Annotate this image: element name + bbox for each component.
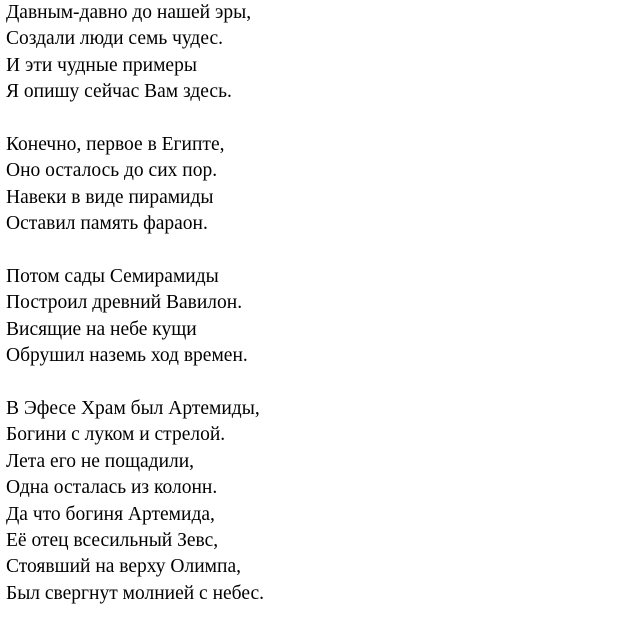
poem-line: Стоявший на верху Олимпа, (6, 556, 241, 578)
poem-text (6, 0, 264, 607)
poem-line: Богини с луком и стрелой. (6, 424, 226, 446)
poem-line: Я опишу сейчас Вам здесь. (6, 81, 232, 103)
poem-line: Давным-давно до нашей эры, (6, 2, 252, 23)
poem-line: Лета его не пощадили, (6, 450, 195, 472)
stanza-1 (6, 0, 264, 106)
poem-line: Её отец всесильный Зевс, (6, 530, 219, 552)
stanza-3 (6, 264, 264, 370)
poem-line: Оно осталось до сих пор. (6, 160, 218, 182)
poem-line: Одна осталась из колонн. (6, 477, 218, 499)
poem-line: Создали люди семь чудес. (6, 28, 224, 50)
poem-line: Был свергнут молнией с небес. (6, 582, 264, 604)
poem-line: Да что богиня Артемида, (6, 503, 215, 525)
poem-line: В Эфесе Храм был Артемиды, (6, 398, 260, 420)
poem-line: И эти чудные примеры (6, 54, 197, 76)
poem-line: Висящие на небе кущи (6, 318, 197, 340)
poem-line: Конечно, первое в Египте, (6, 134, 225, 156)
poem-line: Оставил память фараон. (6, 213, 208, 235)
poem-line: Построил древний Вавилон. (6, 292, 243, 314)
stanza-2 (6, 132, 264, 238)
poem-line: Навеки в виде пирамиды (6, 186, 214, 208)
poem-line: Обрушил наземь ход времен. (6, 345, 248, 367)
stanza-4 (6, 396, 264, 607)
poem-line: Потом сады Семирамиды (6, 266, 219, 288)
